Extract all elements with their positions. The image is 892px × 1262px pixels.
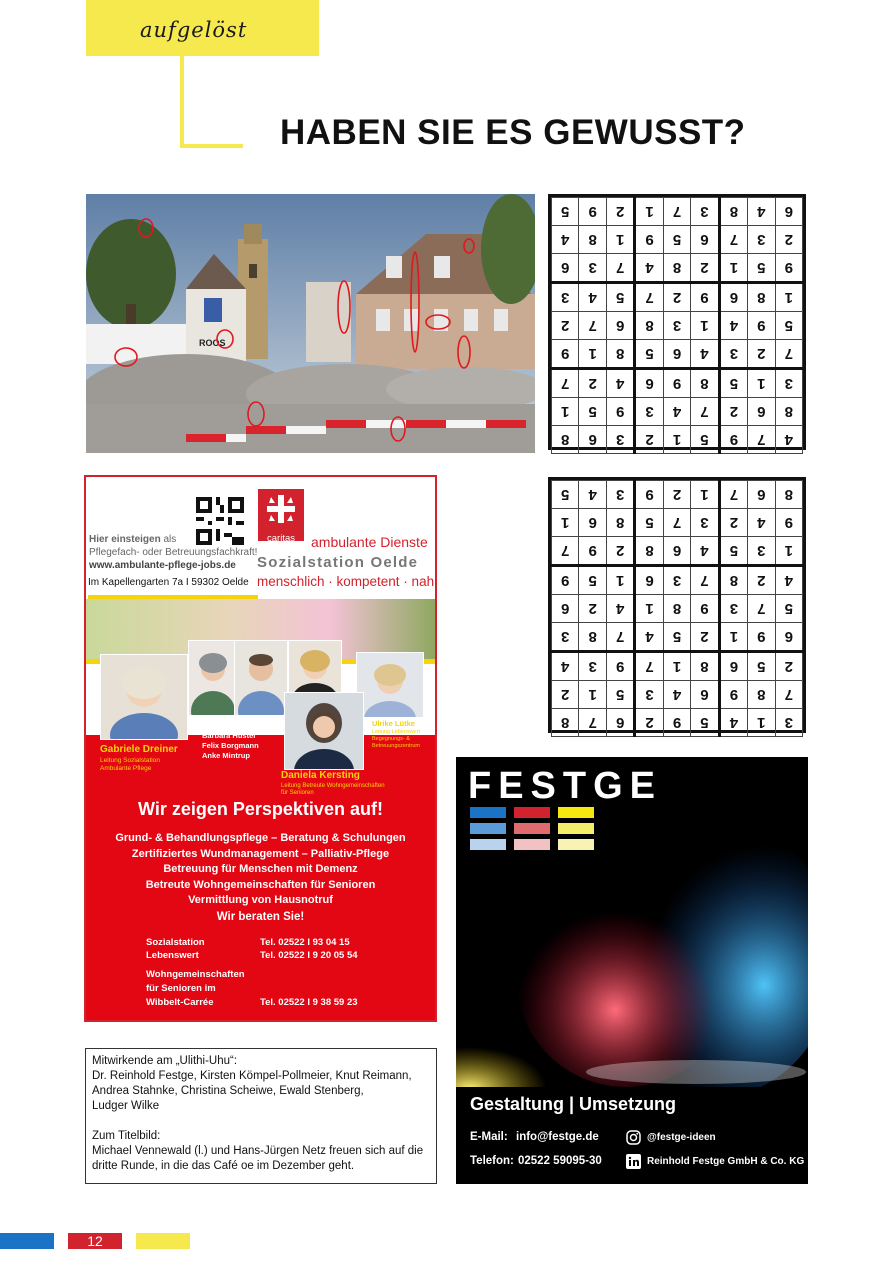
sudoku-cell: 1 [635, 595, 663, 623]
sudoku-cell: 7 [635, 283, 663, 312]
sudoku-solution-bottom [548, 477, 806, 733]
sudoku-cell: 5 [579, 566, 606, 595]
sudoku-cell: 5 [552, 198, 580, 226]
swatch-yellow-2 [558, 823, 594, 834]
person2-role-line1: Leitung Lebenswert [372, 729, 421, 735]
sudoku-cell: 6 [775, 623, 802, 652]
sudoku-cell: 1 [579, 340, 606, 369]
sudoku-cell: 3 [606, 426, 634, 454]
sudoku-cell: 6 [748, 481, 775, 509]
contact3-label-line3: Wibbelt-Carrée [146, 997, 214, 1008]
sudoku-cell: 9 [579, 537, 606, 566]
sudoku-cell: 8 [635, 537, 663, 566]
address-text: Im Kapellengarten 7a I 59302 Oelde [88, 577, 249, 588]
motto-text: menschlich · kompetent · nah [257, 574, 435, 589]
sudoku-cell: 1 [635, 198, 663, 226]
qr-code-icon[interactable] [196, 497, 244, 545]
sudoku-cell: 8 [748, 283, 775, 312]
sudoku-cell: 8 [719, 566, 747, 595]
sudoku-cell: 8 [719, 198, 747, 226]
team-member-2: Felix Borgmann [202, 741, 259, 750]
sudoku-cell: 4 [579, 481, 606, 509]
sudoku-cell: 7 [691, 398, 719, 426]
sudoku-cell: 2 [775, 652, 802, 681]
portrait-gabriele-dreiner [100, 654, 188, 740]
sudoku-cell: 6 [606, 709, 634, 737]
sudoku-cell: 4 [748, 198, 775, 226]
caritas-flame-cross-icon [258, 489, 304, 529]
service-line-4: Betreute Wohngemeinschaften für Senioren [145, 879, 376, 891]
sudoku-cell: 7 [775, 340, 802, 369]
sudoku-cell: 3 [719, 595, 747, 623]
join-subline: Pflegefach- oder Betreuungsfachkraft! [89, 547, 258, 558]
sudoku-cell: 2 [663, 481, 690, 509]
sudoku-cell: 9 [775, 509, 802, 537]
join-headline: Hier einsteigen als [89, 534, 177, 545]
sudoku-cell: 8 [663, 595, 690, 623]
person2-role-line2: Begegnungs- & [372, 736, 410, 742]
contact3-label-line2: für Senioren im [146, 983, 216, 994]
person3-name: Daniela Kersting [281, 770, 360, 781]
sudoku-cell: 4 [775, 566, 802, 595]
sudoku-cell: 9 [691, 595, 719, 623]
sudoku-cell: 9 [552, 566, 580, 595]
sudoku-cell: 8 [663, 254, 690, 283]
sudoku-cell: 8 [552, 426, 580, 454]
sudoku-cell: 6 [663, 340, 690, 369]
person3-role-line1: Leitung Betreute Wohngemeinschaften [281, 783, 385, 789]
sudoku-cell: 1 [719, 254, 747, 283]
sudoku-cell: 9 [635, 226, 663, 254]
advice-line: Wir beraten Sie! [216, 911, 305, 923]
sudoku-cell: 3 [775, 369, 802, 398]
credits-heading: Mitwirkende am „Ulithi-Uhu“: [92, 1055, 238, 1067]
sudoku-cell: 6 [635, 369, 663, 398]
service-title: ambulante Dienste [311, 534, 428, 550]
sudoku-cell: 1 [775, 283, 802, 312]
sudoku-cell: 2 [635, 709, 663, 737]
section-label: aufgelöst [140, 18, 248, 42]
sudoku-cell: 5 [691, 709, 719, 737]
sudoku-solution-top [548, 194, 806, 450]
sudoku-cell: 3 [719, 340, 747, 369]
sudoku-cell: 6 [606, 312, 634, 340]
sudoku-cell: 9 [635, 481, 663, 509]
sudoku-cell: 2 [719, 398, 747, 426]
caritas-logo [258, 489, 304, 544]
sudoku-cell: 8 [635, 312, 663, 340]
sudoku-cell: 9 [775, 254, 802, 283]
credits-box [85, 1048, 437, 1184]
cover-line-1: Michael Vennewald (l.) und Hans-Jürgen Netz freuen sich auf die [92, 1145, 424, 1157]
sudoku-cell: 6 [579, 426, 606, 454]
sudoku-cell: 5 [579, 398, 606, 426]
sudoku-cell: 7 [748, 595, 775, 623]
sudoku-cell: 9 [691, 283, 719, 312]
sudoku-cell: 8 [552, 709, 580, 737]
sudoku-cell: 4 [606, 595, 634, 623]
sudoku-cell: 1 [719, 623, 747, 652]
sudoku-cell: 1 [663, 652, 690, 681]
sudoku-cell: 3 [748, 226, 775, 254]
sudoku-cell: 5 [635, 509, 663, 537]
sudoku-cell: 3 [691, 198, 719, 226]
sudoku-cell: 4 [552, 652, 580, 681]
sudoku-cell: 6 [552, 254, 580, 283]
service-line-2: Zertifiziertes Wundmanagement – Palliativ-Pflege [131, 848, 390, 860]
contact2-label: Lebenswert [146, 950, 199, 961]
sudoku-cell: 1 [552, 398, 580, 426]
sudoku-top-grid [551, 197, 803, 454]
jobs-website-link[interactable]: www.ambulante-pflege-jobs.de [89, 560, 236, 571]
sudoku-cell: 5 [691, 426, 719, 454]
person-silhouette-icon [289, 641, 341, 693]
swatch-blue-1 [470, 807, 506, 818]
sudoku-cell: 9 [552, 340, 580, 369]
sudoku-cell: 3 [635, 681, 663, 709]
sudoku-cell: 7 [719, 481, 747, 509]
credits-spacer [92, 1114, 430, 1129]
street-scene-illustration [86, 194, 535, 453]
team-heading: stv. Leitungen von links: [202, 723, 261, 729]
sudoku-cell: 7 [552, 369, 580, 398]
sudoku-cell: 7 [579, 312, 606, 340]
sudoku-cell: 3 [579, 652, 606, 681]
credits-line-1: Dr. Reinhold Festge, Kirsten Kömpel-Pollmeier, Knut Reimann, [92, 1070, 412, 1082]
sudoku-cell: 5 [552, 481, 580, 509]
sudoku-cell: 4 [691, 537, 719, 566]
person2-name: Ulrike Lütke [372, 719, 415, 728]
email-link[interactable]: info@festge.de [516, 1131, 599, 1143]
sudoku-cell: 4 [606, 369, 634, 398]
sudoku-cell: 4 [635, 623, 663, 652]
sudoku-cell: 5 [663, 623, 690, 652]
swatch-blue-2 [470, 823, 506, 834]
person1-role-line2: Ambulante Pflege [100, 765, 152, 772]
sudoku-cell: 8 [691, 369, 719, 398]
cover-heading: Zum Titelbild: [92, 1130, 161, 1142]
sudoku-cell: 5 [775, 312, 802, 340]
sudoku-cell: 4 [719, 312, 747, 340]
sudoku-cell: 4 [691, 340, 719, 369]
phone-number[interactable]: 02522 59095-30 [518, 1155, 602, 1167]
sudoku-cell: 8 [691, 652, 719, 681]
sudoku-cell: 8 [748, 681, 775, 709]
sudoku-cell: 6 [579, 509, 606, 537]
sudoku-cell: 1 [663, 426, 690, 454]
person1-role-line1: Leitung Sozialstation [100, 757, 160, 764]
sudoku-cell: 2 [606, 537, 634, 566]
swatch-red-3 [514, 839, 550, 850]
team-member-1: Barbara Huster [202, 731, 257, 740]
sudoku-cell: 9 [663, 709, 690, 737]
sudoku-cell: 7 [775, 681, 802, 709]
sudoku-cell: 2 [748, 340, 775, 369]
sudoku-cell: 3 [552, 623, 580, 652]
sudoku-cell: 3 [606, 481, 634, 509]
sudoku-cell: 1 [748, 369, 775, 398]
sudoku-cell: 2 [663, 283, 690, 312]
header-accent-vertical [180, 56, 184, 148]
sudoku-cell: 8 [606, 509, 634, 537]
sudoku-cell: 9 [606, 398, 634, 426]
swatch-red-1 [514, 807, 550, 818]
footer-blue-bar [0, 1233, 54, 1249]
sudoku-cell: 2 [606, 198, 634, 226]
shop-sign-text: ROOS [199, 338, 226, 348]
sudoku-cell: 5 [748, 254, 775, 283]
person2-role-line3: Betreuungszentrum [372, 743, 420, 749]
sudoku-cell: 4 [775, 426, 802, 454]
sudoku-cell: 5 [748, 652, 775, 681]
sudoku-cell: 6 [552, 595, 580, 623]
spot-the-difference-photo [86, 194, 535, 453]
sudoku-cell: 6 [691, 681, 719, 709]
person-silhouette-icon [101, 655, 187, 739]
sudoku-cell: 2 [635, 426, 663, 454]
sudoku-cell: 5 [606, 681, 634, 709]
swatch-blue-3 [470, 839, 506, 850]
sudoku-cell: 1 [606, 226, 634, 254]
sudoku-cell: 6 [775, 198, 802, 226]
portrait-anke-mintrup [288, 640, 342, 694]
sudoku-cell: 9 [663, 369, 690, 398]
sudoku-cell: 9 [748, 623, 775, 652]
instagram-handle[interactable]: @festge-ideen [647, 1132, 716, 1143]
sudoku-cell: 1 [579, 681, 606, 709]
sudoku-cell: 9 [579, 198, 606, 226]
sudoku-cell: 1 [691, 481, 719, 509]
caritas-brand-text: caritas [267, 533, 295, 544]
cover-line-2: dritte Runde, in die das Café oe im Dezember geht. [92, 1160, 355, 1172]
sudoku-cell: 8 [606, 340, 634, 369]
sudoku-bottom-grid [551, 480, 803, 737]
contact3-phone[interactable]: Tel. 02522 I 9 38 59 23 [260, 997, 358, 1008]
sudoku-cell: 5 [719, 537, 747, 566]
festge-tagline: Gestaltung | Umsetzung [470, 1094, 677, 1114]
sudoku-cell: 8 [579, 623, 606, 652]
person-silhouette-icon [285, 693, 363, 769]
sudoku-cell: 8 [579, 226, 606, 254]
linkedin-icon[interactable] [626, 1154, 641, 1169]
caritas-advertisement [84, 475, 437, 1022]
sudoku-cell: 7 [606, 254, 634, 283]
contact1-phone[interactable]: Tel. 02522 I 93 04 15 [260, 937, 350, 948]
sudoku-cell: 2 [719, 509, 747, 537]
sudoku-cell: 3 [775, 709, 802, 737]
swatch-yellow-3 [558, 839, 594, 850]
sudoku-cell: 3 [663, 312, 690, 340]
sudoku-cell: 6 [663, 537, 690, 566]
sudoku-cell: 7 [552, 537, 580, 566]
sudoku-cell: 2 [552, 312, 580, 340]
sudoku-cell: 1 [606, 566, 634, 595]
person3-role-line2: für Senioren [281, 790, 314, 796]
sudoku-cell: 5 [606, 283, 634, 312]
sudoku-cell: 6 [691, 226, 719, 254]
festge-advertisement [456, 757, 808, 1184]
contact3-label-line1: Wohngemeinschaften [146, 969, 245, 980]
sudoku-cell: 7 [635, 652, 663, 681]
festge-logo: FESTGE [468, 765, 663, 807]
person-silhouette-icon [189, 641, 237, 715]
sudoku-cell: 5 [635, 340, 663, 369]
person-silhouette-icon [357, 653, 423, 717]
sudoku-cell: 8 [775, 481, 802, 509]
service-line-3: Betreuung für Menschen mit Demenz [163, 863, 358, 875]
sudoku-cell: 4 [552, 226, 580, 254]
sudoku-cell: 3 [748, 537, 775, 566]
header-accent-horizontal [180, 144, 243, 148]
page-title: HABEN SIE ES GEWUSST? [280, 113, 746, 152]
sudoku-cell: 1 [775, 537, 802, 566]
sudoku-cell: 6 [635, 566, 663, 595]
sudoku-cell: 2 [748, 566, 775, 595]
sudoku-cell: 1 [691, 312, 719, 340]
sudoku-cell: 6 [748, 398, 775, 426]
sudoku-cell: 3 [552, 283, 580, 312]
portrait-daniela-kersting [284, 692, 364, 770]
person-silhouette-icon [235, 641, 287, 715]
credits-line-3: Ludger Wilke [92, 1100, 160, 1112]
sudoku-cell: 4 [748, 509, 775, 537]
sudoku-cell: 1 [748, 709, 775, 737]
swatch-yellow-1 [558, 807, 594, 818]
sudoku-cell: 2 [775, 226, 802, 254]
sudoku-cell: 5 [663, 226, 690, 254]
sudoku-cell: 3 [579, 254, 606, 283]
sudoku-cell: 7 [691, 566, 719, 595]
sudoku-cell: 9 [719, 681, 747, 709]
sudoku-cell: 4 [663, 681, 690, 709]
sudoku-cell: 7 [663, 509, 690, 537]
sudoku-cell: 3 [663, 566, 690, 595]
sudoku-cell: 9 [719, 426, 747, 454]
sudoku-cell: 6 [719, 652, 747, 681]
page-number: 12 [87, 1233, 103, 1249]
linkedin-company[interactable]: Reinhold Festge GmbH & Co. KG [647, 1156, 805, 1167]
phone-label: Telefon: [470, 1155, 514, 1167]
sudoku-cell: 2 [691, 254, 719, 283]
ad-headline: Wir zeigen Perspektiven auf! [138, 799, 383, 819]
sudoku-cell: 2 [691, 623, 719, 652]
sudoku-cell: 7 [606, 623, 634, 652]
service-line-1: Grund- & Behandlungspflege – Beratung & Schulungen [115, 832, 406, 844]
sudoku-cell: 5 [775, 595, 802, 623]
sudoku-cell: 2 [579, 369, 606, 398]
portrait-barbara-huster [188, 640, 238, 716]
sudoku-cell: 7 [748, 426, 775, 454]
sudoku-cell: 4 [719, 709, 747, 737]
contact2-phone[interactable]: Tel. 02522 I 9 20 05 54 [260, 950, 358, 961]
sudoku-cell: 7 [719, 226, 747, 254]
sudoku-cell: 3 [635, 398, 663, 426]
sudoku-cell: 4 [635, 254, 663, 283]
swatch-red-2 [514, 823, 550, 834]
email-label: E-Mail: [470, 1131, 508, 1143]
portrait-ulrike-luetke [356, 652, 424, 718]
sudoku-cell: 1 [552, 509, 580, 537]
sudoku-cell: 9 [748, 312, 775, 340]
sudoku-cell: 4 [663, 398, 690, 426]
sudoku-cell: 7 [663, 198, 690, 226]
portrait-felix-borgmann [234, 640, 288, 716]
sudoku-cell: 5 [719, 369, 747, 398]
sudoku-cell: 8 [775, 398, 802, 426]
footer-yellow-bar [136, 1233, 190, 1249]
sudoku-cell: 7 [579, 709, 606, 737]
person1-name: Gabriele Dreiner [100, 744, 178, 755]
team-member-3: Anke Mintrup [202, 751, 250, 760]
sudoku-cell: 4 [579, 283, 606, 312]
sudoku-cell: 9 [606, 652, 634, 681]
sudoku-cell: 3 [691, 509, 719, 537]
contact1-label: Sozialstation [146, 937, 205, 948]
sudoku-cell: 6 [719, 283, 747, 312]
instagram-icon[interactable] [626, 1130, 641, 1145]
station-title: Sozialstation Oelde [257, 554, 419, 571]
service-line-5: Vermittlung von Hausnotruf [188, 894, 333, 906]
sudoku-cell: 2 [579, 595, 606, 623]
credits-line-2: Andrea Stahnke, Christina Scheiwe, Ewald Stenberg, [92, 1085, 364, 1097]
sudoku-cell: 2 [552, 681, 580, 709]
